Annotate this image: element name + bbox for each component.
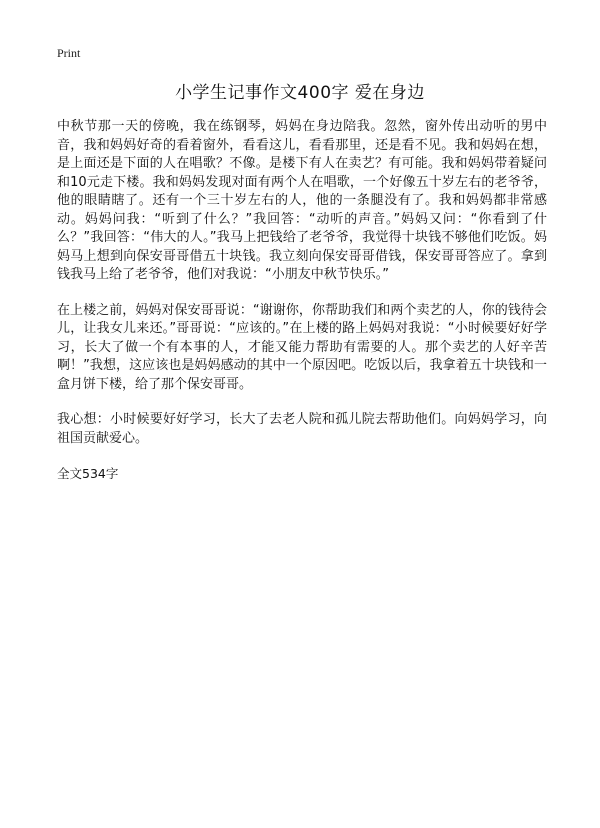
word-count: 全文534字 xyxy=(57,466,119,481)
print-link[interactable]: Print xyxy=(57,46,81,60)
article-paragraph: 我心想：小时候要好好学习，长大了去老人院和孤儿院去帮助他们。向妈妈学习，向祖国贡献爱心。 xyxy=(57,412,547,446)
article-body xyxy=(57,118,547,483)
article-paragraph: 在上楼之前，妈妈对保安哥哥说：“谢谢你，你帮助我们和两个卖艺的人，你的钱待会儿，让我女儿来还。”哥哥说：“应该的。”在上楼的路上妈妈对我说：“小时候要好好学习，长大了做一个有本事的人，才能又能力帮助有需要的人。那个卖艺的人好辛苦啊！”我想，这应该也是妈妈感动的其中一个原因吧。吃饭以后，我拿着五十块钱和一盒月饼下楼，给了那个保安哥哥。 xyxy=(57,302,547,392)
article-title: 小学生记事作文400字 爱在身边 xyxy=(175,83,425,103)
article-paragraph: 中秋节那一天的傍晚，我在练钢琴，妈妈在身边陪我。忽然，窗外传出动听的男中音，我和妈妈好奇的看着窗外，看看这儿，看看那里，还是看不见。我和妈妈在想，是上面还是下面的人在唱歌？不像。是楼下有人在卖艺？有可能。我和妈妈带着疑问和10元走下楼。我和妈妈发现对面有两个人在唱歌，一个好像五十岁左右的老爷爷，他的眼睛瞎了。还有一个三十岁左右的人，他的一条腿没有了。我和妈妈都非常感动。妈妈问我：“听到了什么？”我回答：“动听的声音。”妈妈又问：“你看到了什么？”我回答：“伟大的人。”我马上把钱给了老爷爷，我觉得十块钱不够他们吃饭。妈妈马上想到向保安哥哥借五十块钱。我立刻向保安哥哥借钱，保安哥哥答应了。拿到钱我马上给了老爷爷，他们对我说：“小朋友中秋节快乐。” xyxy=(57,119,547,282)
